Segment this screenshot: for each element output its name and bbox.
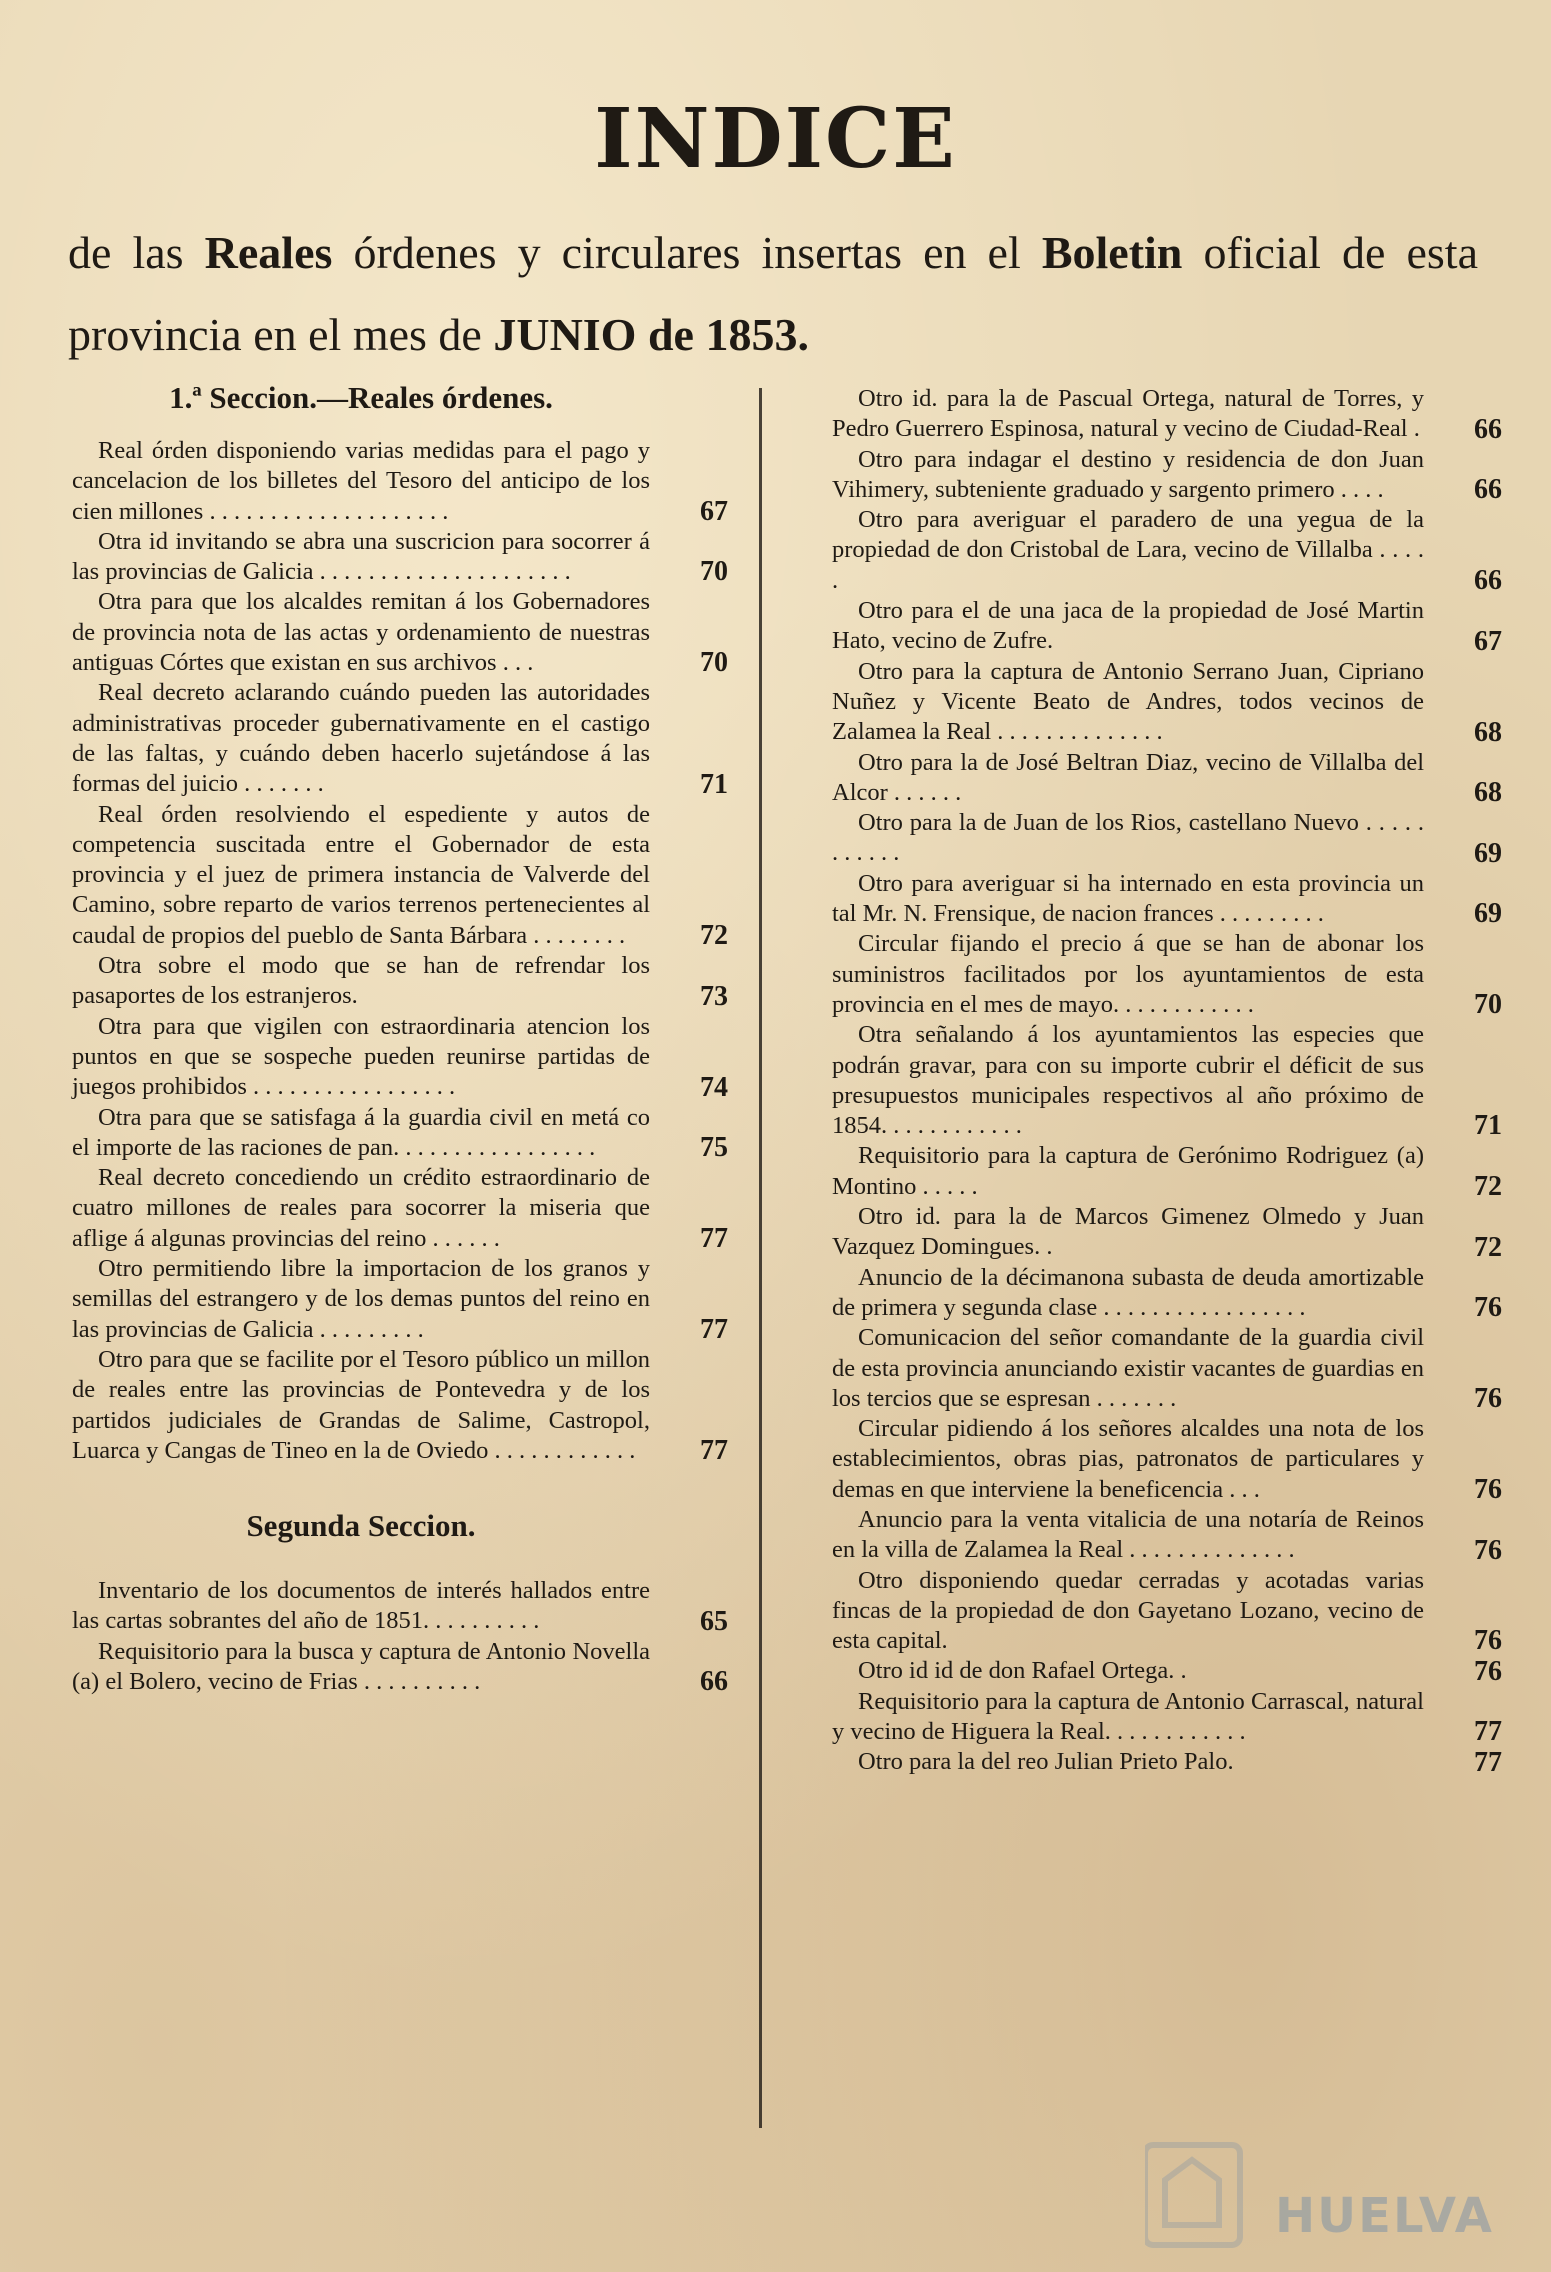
entry-text: Inventario de los documentos de interés hallados entre las cartas sobrantes del año de 1851. . . . . . . . . . [72, 1577, 650, 1635]
index-entry [832, 1746, 1502, 1778]
entry-text: Otro para indagar el destino y residencia de don Juan Vihimery, subteniente graduado y sargento primero . . . . [832, 445, 1424, 503]
entry-page-number: 75 [700, 1132, 728, 1164]
entry-page-number: 77 [700, 1313, 728, 1345]
section-1-list [72, 436, 728, 1467]
index-entry [832, 869, 1502, 930]
entry-text: Otro para averiguar el paradero de una yegua de la propiedad de don Cristobal de Lara, vecino de Villalba . . . . . [832, 506, 1424, 594]
entry-page-number: 76 [1474, 1292, 1502, 1324]
entry-page-number: 77 [1474, 1716, 1502, 1748]
index-entry [832, 1655, 1502, 1687]
index-entry [832, 1263, 1502, 1324]
column-divider [759, 388, 762, 2128]
entry-page-number: 66 [1474, 474, 1502, 506]
index-entry [832, 505, 1502, 597]
entry-text: Otro id id de don Rafael Ortega. . [858, 1657, 1187, 1685]
index-entry [832, 1414, 1502, 1505]
subtitle-part: oficial de esta provincia en el mes de [68, 227, 1478, 360]
index-entry [72, 1103, 728, 1164]
entry-text: Otro id. para la de Marcos Gimenez Olmedo y Juan Vazquez Domingues. . [832, 1203, 1424, 1261]
entry-text: Real órden resolviendo el espediente y autos de competencia suscitada entre el Gobernador de esta provincia y el juez de primera instancia de Valverde del Camino, sobre reparto de varios terrenos pertenecientes al caudal de propios del pueblo de Santa Bárbara . . . . . . . . [72, 800, 650, 949]
index-entry [72, 436, 728, 527]
index-entry [72, 678, 728, 800]
entry-text: Requisitorio para la captura de Antonio Carrascal, natural y vecino de Higuera la Real. . . . . . . . . . . . [832, 1687, 1424, 1746]
index-entry [832, 1020, 1502, 1142]
page-subtitle [68, 212, 1478, 376]
entry-page-number: 77 [1474, 1746, 1502, 1778]
entry-page-number: 66 [700, 1666, 728, 1698]
left-column [72, 378, 728, 1698]
index-entry [72, 527, 728, 588]
index-entry [832, 808, 1502, 869]
entry-page-number: 72 [1474, 1231, 1502, 1263]
index-entry [832, 596, 1502, 657]
index-entry [832, 1141, 1502, 1203]
index-entry [72, 1163, 728, 1255]
entry-page-number: 65 [700, 1605, 728, 1637]
subtitle-part: de las [68, 227, 205, 278]
index-entry [832, 929, 1502, 1021]
entry-text: Otra para que se satisfaga á la guardia civil en metá co el importe de las raciones de pan. . . . . . . . . . . . . . . . . [72, 1103, 650, 1161]
watermark-text: HUELVA [1275, 2188, 1494, 2244]
entry-page-number: 66 [1474, 565, 1502, 597]
entry-text: Otro para la de Juan de los Rios, castellano Nuevo . . . . . . . . . . . [832, 809, 1424, 867]
entry-page-number: 67 [700, 495, 728, 527]
entry-page-number: 77 [700, 1435, 728, 1467]
entry-text: Otro para el de una jaca de la propiedad de José Martin Hato, vecino de Zufre. [832, 597, 1424, 655]
index-entry [832, 657, 1502, 748]
entry-page-number: 67 [1474, 625, 1502, 657]
index-entry [72, 1345, 728, 1467]
entry-page-number: 76 [1474, 1625, 1502, 1657]
entry-text: Otra para que los alcaldes remitan á los Gobernadores de provincia nota de las actas y ordenamiento de nuestras antiguas Córtes que existan en sus archivos . . . [72, 588, 650, 677]
entry-text: Otra id invitando se abra una suscricion para socorrer á las provincias de Galicia . . . . . . . . . . . . . . . . . . . . . [72, 527, 650, 586]
entry-page-number: 76 [1474, 1655, 1502, 1687]
entry-page-number: 76 [1474, 1383, 1502, 1415]
entry-page-number: 70 [700, 647, 728, 679]
subtitle-bold-reales: Reales [204, 227, 333, 278]
index-entry [832, 1687, 1502, 1748]
section-2-list [72, 1576, 728, 1698]
entry-text: Real decreto aclarando cuándo pueden las autoridades administrativas proceder gubernativamente en el castigo de las faltas, y cuándo deben hacerlo sujetándose á las formas del juicio . . . . . . . [72, 679, 650, 798]
index-entry [72, 1012, 728, 1103]
right-column [832, 384, 1502, 1778]
entry-page-number: 69 [1474, 898, 1502, 930]
entry-page-number: 77 [700, 1223, 728, 1255]
subtitle-bold-date: JUNIO de 1853. [493, 309, 809, 360]
index-entry [832, 1566, 1502, 1657]
entry-text: Otro para que se facilite por el Tesoro público un millon de reales entre las provincias de Pontevedra y de los partidos judiciales de Grandas de Salime, Castropol, Luarca y Cangas de Tineo en la de Oviedo . . . . . . . . . . . . [72, 1345, 650, 1464]
index-entry [832, 384, 1502, 445]
entry-page-number: 74 [700, 1071, 728, 1103]
entry-page-number: 70 [700, 556, 728, 588]
section-1-heading: 1.ª Seccion.—Reales órdenes. [169, 380, 553, 415]
entry-text: Otra sobre el modo que se han de refrendar los pasaportes de los estranjeros. [72, 952, 650, 1010]
entry-text: Otro para la de José Beltran Diaz, vecino de Villalba del Alcor . . . . . . [832, 748, 1424, 806]
index-entry [832, 1505, 1502, 1566]
index-entry [832, 748, 1502, 809]
entry-page-number: 72 [1474, 1171, 1502, 1203]
entry-page-number: 71 [700, 768, 728, 800]
entry-text: Otra para que vigilen con estraordinaria atencion los puntos en que se sospeche pueden reunirse partidas de juegos prohibidos . . . . . . . . . . . . . . . . . [72, 1012, 650, 1101]
entry-page-number: 66 [1474, 413, 1502, 445]
subtitle-part: órdenes y circulares insertas en el [332, 227, 1042, 278]
entry-page-number: 69 [1474, 837, 1502, 869]
entry-page-number: 76 [1474, 1473, 1502, 1505]
section-2-heading: Segunda Seccion. [246, 1508, 476, 1544]
index-entry [72, 587, 728, 679]
index-entry [832, 1323, 1502, 1415]
entry-text: Requisitorio para la busca y captura de Antonio Novella (a) el Bolero, vecino de Frias . . . . . . . . . . [72, 1637, 650, 1695]
subtitle-bold-boletin: Boletin [1041, 227, 1183, 278]
entry-page-number: 73 [700, 980, 728, 1012]
index-entry [832, 445, 1502, 506]
entry-text: Otro permitiendo libre la importacion de los granos y semillas del estrangero y de los demas puntos del reino en las provincias de Galicia . . . . . . . . . [72, 1255, 650, 1343]
entry-page-number: 76 [1474, 1534, 1502, 1566]
entry-text: Otro disponiendo quedar cerradas y acotadas varias fincas de la propiedad de don Gayetano Lozano, vecino de esta capital. [832, 1566, 1424, 1655]
index-entry [72, 1637, 728, 1698]
entry-text: Otro para la captura de Antonio Serrano Juan, Cipriano Nuñez y Vicente Beato de Andres, todos vecinos de Zalamea la Real . . . . . . . . . . . . . . [832, 657, 1424, 746]
page-title: INDICE [594, 91, 957, 187]
entry-text: Otro id. para la de Pascual Ortega, natural de Torres, y Pedro Guerrero Espinosa, natural y vecino de Ciudad-Real . [832, 385, 1424, 443]
entry-text: Circular pidiendo á los señores alcaldes una nota de los establecimientos, obras pias, patronatos de particulares y demas en que interviene la beneficencia . . . [832, 1415, 1424, 1503]
entry-page-number: 68 [1474, 777, 1502, 809]
entry-text: Real órden disponiendo varias medidas para el pago y cancelacion de los billetes del Tesoro del anticipo de los cien millones . . . . . . . . . . . . . . . . . . . . [72, 437, 650, 525]
entry-text: Comunicacion del señor comandante de la guardia civil de esta provincia anunciando existir vacantes de guardias en los tercios que se espresan . . . . . . . [832, 1324, 1424, 1412]
entry-text: Otro para averiguar si ha internado en esta provincia un tal Mr. N. Frensique, de nacion frances . . . . . . . . . [832, 869, 1424, 928]
entry-page-number: 72 [700, 920, 728, 952]
entry-text: Requisitorio para la captura de Gerónimo Rodriguez (a) Montino . . . . . [832, 1142, 1424, 1200]
index-entry [72, 800, 728, 952]
entry-page-number: 70 [1474, 989, 1502, 1021]
entry-page-number: 71 [1474, 1110, 1502, 1142]
index-entry [72, 1254, 728, 1345]
entry-text: Otra señalando á los ayuntamientos las especies que podrán gravar, para con su importe cubrir el déficit de sus presupuestos municipales respectivos al año próximo de 1854. . . . . . . . . . . . [832, 1021, 1424, 1140]
entry-text: Anuncio de la décimanona subasta de deuda amortizable de primera y segunda clase . . . . . . . . . . . . . . . . . [832, 1263, 1424, 1321]
section-2-continued-list [832, 384, 1502, 1778]
index-entry [72, 951, 728, 1012]
entry-text: Otro para la del reo Julian Prieto Palo. [858, 1748, 1234, 1776]
entry-text: Anuncio para la venta vitalicia de una notaría de Reinos en la villa de Zalamea la Real . . . . . . . . . . . . . . [832, 1505, 1424, 1564]
index-entry [832, 1202, 1502, 1263]
entry-page-number: 68 [1474, 716, 1502, 748]
index-entry [72, 1576, 728, 1637]
entry-text: Circular fijando el precio á que se han de abonar los suministros facilitados por los ayuntamientos de esta provincia en el mes de mayo. . . . . . . . . . . . [832, 930, 1424, 1018]
entry-text: Real decreto concediendo un crédito estraordinario de cuatro millones de reales para socorrer la miseria que aflige á algunas provincias del reino . . . . . . [72, 1164, 650, 1252]
